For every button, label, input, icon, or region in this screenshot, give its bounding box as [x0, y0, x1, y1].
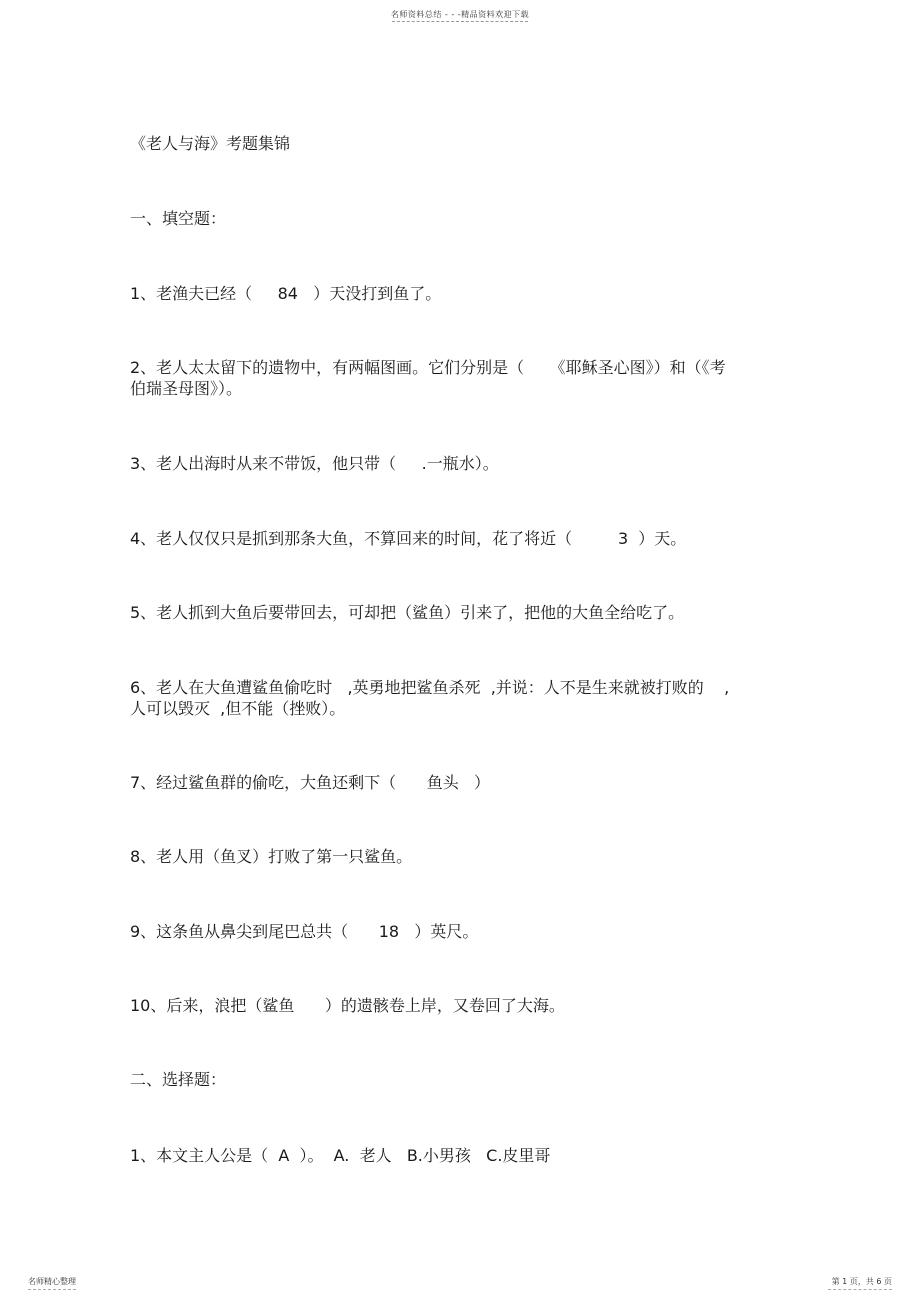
question-10: 10、后来，浪把（鲨鱼 ）的遗骸卷上岸，又卷回了大海。 — [130, 996, 565, 1015]
question-7: 7、经过鲨鱼群的偷吃，大鱼还剩下（ 鱼头 ） — [130, 773, 490, 792]
footer-right-divider — [828, 1289, 892, 1290]
question-6-line-2: 人可以毁灭 ,但不能（挫败）。 — [130, 699, 346, 718]
document-title: 《老人与海》考题集锦 — [130, 134, 291, 153]
question-4: 4、老人仅仅只是抓到那条大鱼，不算回来的时间，花了将近（ 3 ）天。 — [130, 529, 687, 548]
question-9: 9、这条鱼从鼻尖到尾巴总共（ 18 ）英尺。 — [130, 922, 479, 941]
question-1: 1、老渔夫已经（ 84 ）天没打到鱼了。 — [130, 284, 442, 303]
question-8: 8、老人用（鱼叉）打败了第一只鲨鱼。 — [130, 847, 413, 866]
question-3: 3、老人出海时从来不带饭，他只带（ .一瓶水）。 — [130, 454, 499, 473]
footer-left-divider — [28, 1289, 76, 1290]
page-number: 第 1 页，共 6 页 — [831, 1277, 892, 1286]
question-2-line-1: 2、老人太太留下的遗物中，有两幅图画。它们分别是（ 《耶稣圣心图》）和（《考 — [130, 358, 726, 377]
page-header: 名师资料总结 - - -精品资料欢迎下载 — [390, 10, 530, 19]
question-6-line-1: 6、老人在大鱼遭鲨鱼偷吃时 ,英勇地把鲨鱼杀死 ,并说：人不是生来就被打败的 , — [130, 678, 730, 697]
header-divider — [392, 21, 528, 22]
section-heading-choice: 二、选择题： — [130, 1070, 227, 1089]
section-heading-fill-in: 一、填空题： — [130, 209, 227, 228]
question-2-line-2: 伯瑞圣母图》）。 — [130, 379, 243, 398]
footer-left-text: 名师精心整理 — [28, 1277, 76, 1286]
choice-question-1: 1、本文主人公是（ A ）。 A. 老人 B.小男孩 C.皮里哥 — [130, 1146, 551, 1165]
question-5: 5、老人抓到大鱼后要带回去，可却把（鲨鱼）引来了，把他的大鱼全给吃了。 — [130, 603, 685, 622]
